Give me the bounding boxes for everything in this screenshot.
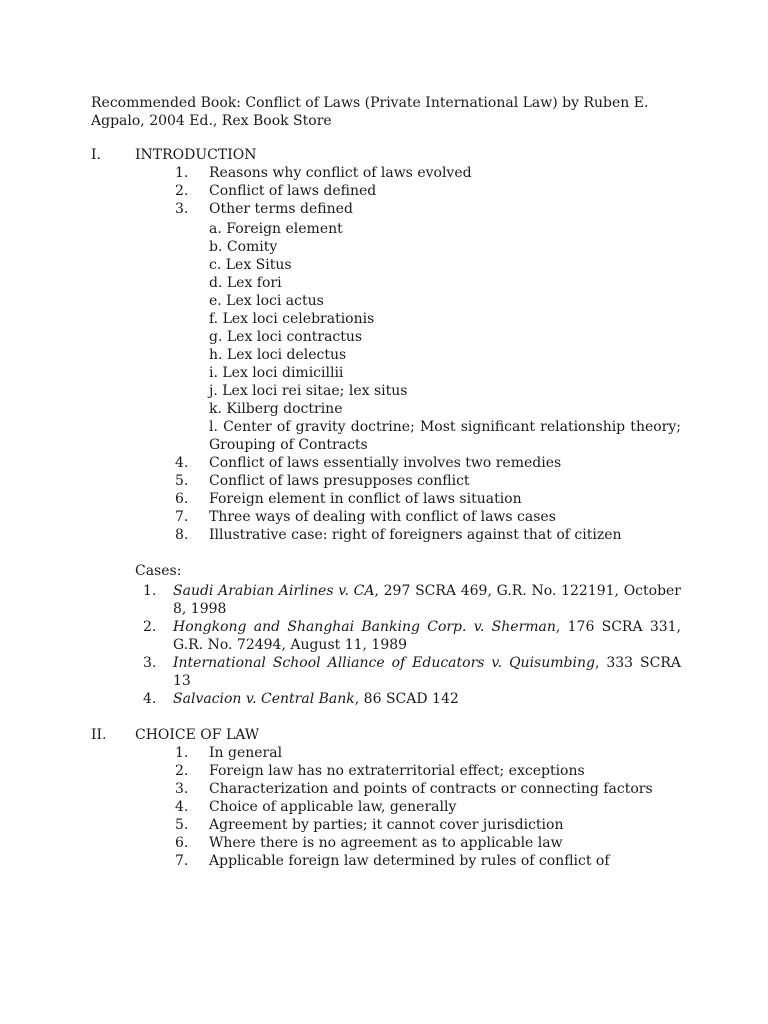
list-item: 1. Reasons why conflict of laws evolved <box>175 165 472 181</box>
sub-item: c. Lex Situs <box>209 257 292 273</box>
sub-item: a. Foreign element <box>209 221 343 237</box>
sub-item: i. Lex loci dimicillii <box>209 365 344 381</box>
list-item: 2. Foreign law has no extraterritorial effect; exceptions <box>175 763 585 779</box>
case-item: 4. Salvacion v. Central Bank, 86 SCAD 142 <box>143 691 459 707</box>
case-name: International School Alliance of Educators v. Quisumbing <box>173 655 595 671</box>
list-item: 2. Conflict of laws defined <box>175 183 377 199</box>
list-item: 3. Characterization and points of contracts or connecting factors <box>175 781 653 797</box>
list-item: 7. Three ways of dealing with conflict of laws cases <box>175 509 556 525</box>
section-gap <box>91 708 681 726</box>
case-citation: , 333 SCRA 13 <box>173 655 681 689</box>
choice-of-law-items <box>91 744 681 870</box>
sub-item: l. Center of gravity doctrine; Most significant relationship theory; Grouping of Contracts <box>209 419 681 453</box>
sub-item: e. Lex loci actus <box>209 293 324 309</box>
list-item: 4. Choice of applicable law, generally <box>175 799 457 815</box>
sub-item: f. Lex loci celebrationis <box>209 311 375 327</box>
case-citation: , 176 SCRA 331, G.R. No. 72494, August 11, 1989 <box>173 619 681 653</box>
section-introduction <box>91 146 681 708</box>
section-title: INTRODUCTION <box>135 147 257 163</box>
list-item: 5. Agreement by parties; it cannot cover jurisdiction <box>175 817 564 833</box>
sub-item: g. Lex loci contractus <box>209 329 363 345</box>
header-line-1: Recommended Book: Conflict of Laws (Private International Law) by Ruben E. <box>91 95 649 111</box>
list-item: 1. In general <box>175 745 283 761</box>
section-title: CHOICE OF LAW <box>135 727 260 743</box>
header-line-2: Agpalo, 2004 Ed., Rex Book Store <box>91 113 332 129</box>
intro-items-b <box>91 454 681 544</box>
section-numeral: I. <box>91 147 101 163</box>
sub-item: j. Lex loci rei sitae; lex situs <box>209 383 408 399</box>
other-terms-subitems <box>91 220 681 454</box>
case-name: Salvacion v. Central Bank <box>173 691 355 707</box>
sub-item: b. Comity <box>209 239 278 255</box>
section-numeral: II. <box>91 727 107 743</box>
case-item: 3. International School Alliance of Educators v. Quisumbing, 333 SCRA 13 <box>143 655 681 689</box>
cases-heading: Cases: <box>135 563 182 579</box>
list-item: 3. Other terms defined <box>175 201 353 217</box>
recommended-book-header <box>91 94 681 130</box>
document-page <box>91 94 681 870</box>
list-item: 5. Conflict of laws presupposes conflict <box>175 473 470 489</box>
section-choice-of-law <box>91 726 681 870</box>
list-item: 7. Applicable foreign law determined by rules of conflict of <box>175 853 610 869</box>
case-citation: , 86 SCAD 142 <box>354 691 459 707</box>
intro-items-a <box>91 164 681 218</box>
list-item: 8. Illustrative case: right of foreigners against that of citizen <box>175 527 622 543</box>
sub-item: d. Lex fori <box>209 275 282 291</box>
case-item: 2. Hongkong and Shanghai Banking Corp. v. Sherman, 176 SCRA 331, G.R. No. 72494, August 11, 1989 <box>143 619 681 653</box>
list-item: 4. Conflict of laws essentially involves two remedies <box>175 455 562 471</box>
sub-item: h. Lex loci delectus <box>209 347 347 363</box>
list-item: 6. Where there is no agreement as to applicable law <box>175 835 563 851</box>
case-name: Saudi Arabian Airlines v. CA <box>173 583 375 599</box>
sub-item: k. Kilberg doctrine <box>209 401 343 417</box>
case-item: 1. Saudi Arabian Airlines v. CA, 297 SCRA 469, G.R. No. 122191, October 8, 1998 <box>143 583 682 617</box>
case-name: Hongkong and Shanghai Banking Corp. v. Sherman <box>173 619 556 635</box>
case-citation: , 297 SCRA 469, G.R. No. 122191, October 8, 1998 <box>173 583 682 617</box>
list-item: 6. Foreign element in conflict of laws situation <box>175 491 522 507</box>
cases-list <box>91 582 681 708</box>
